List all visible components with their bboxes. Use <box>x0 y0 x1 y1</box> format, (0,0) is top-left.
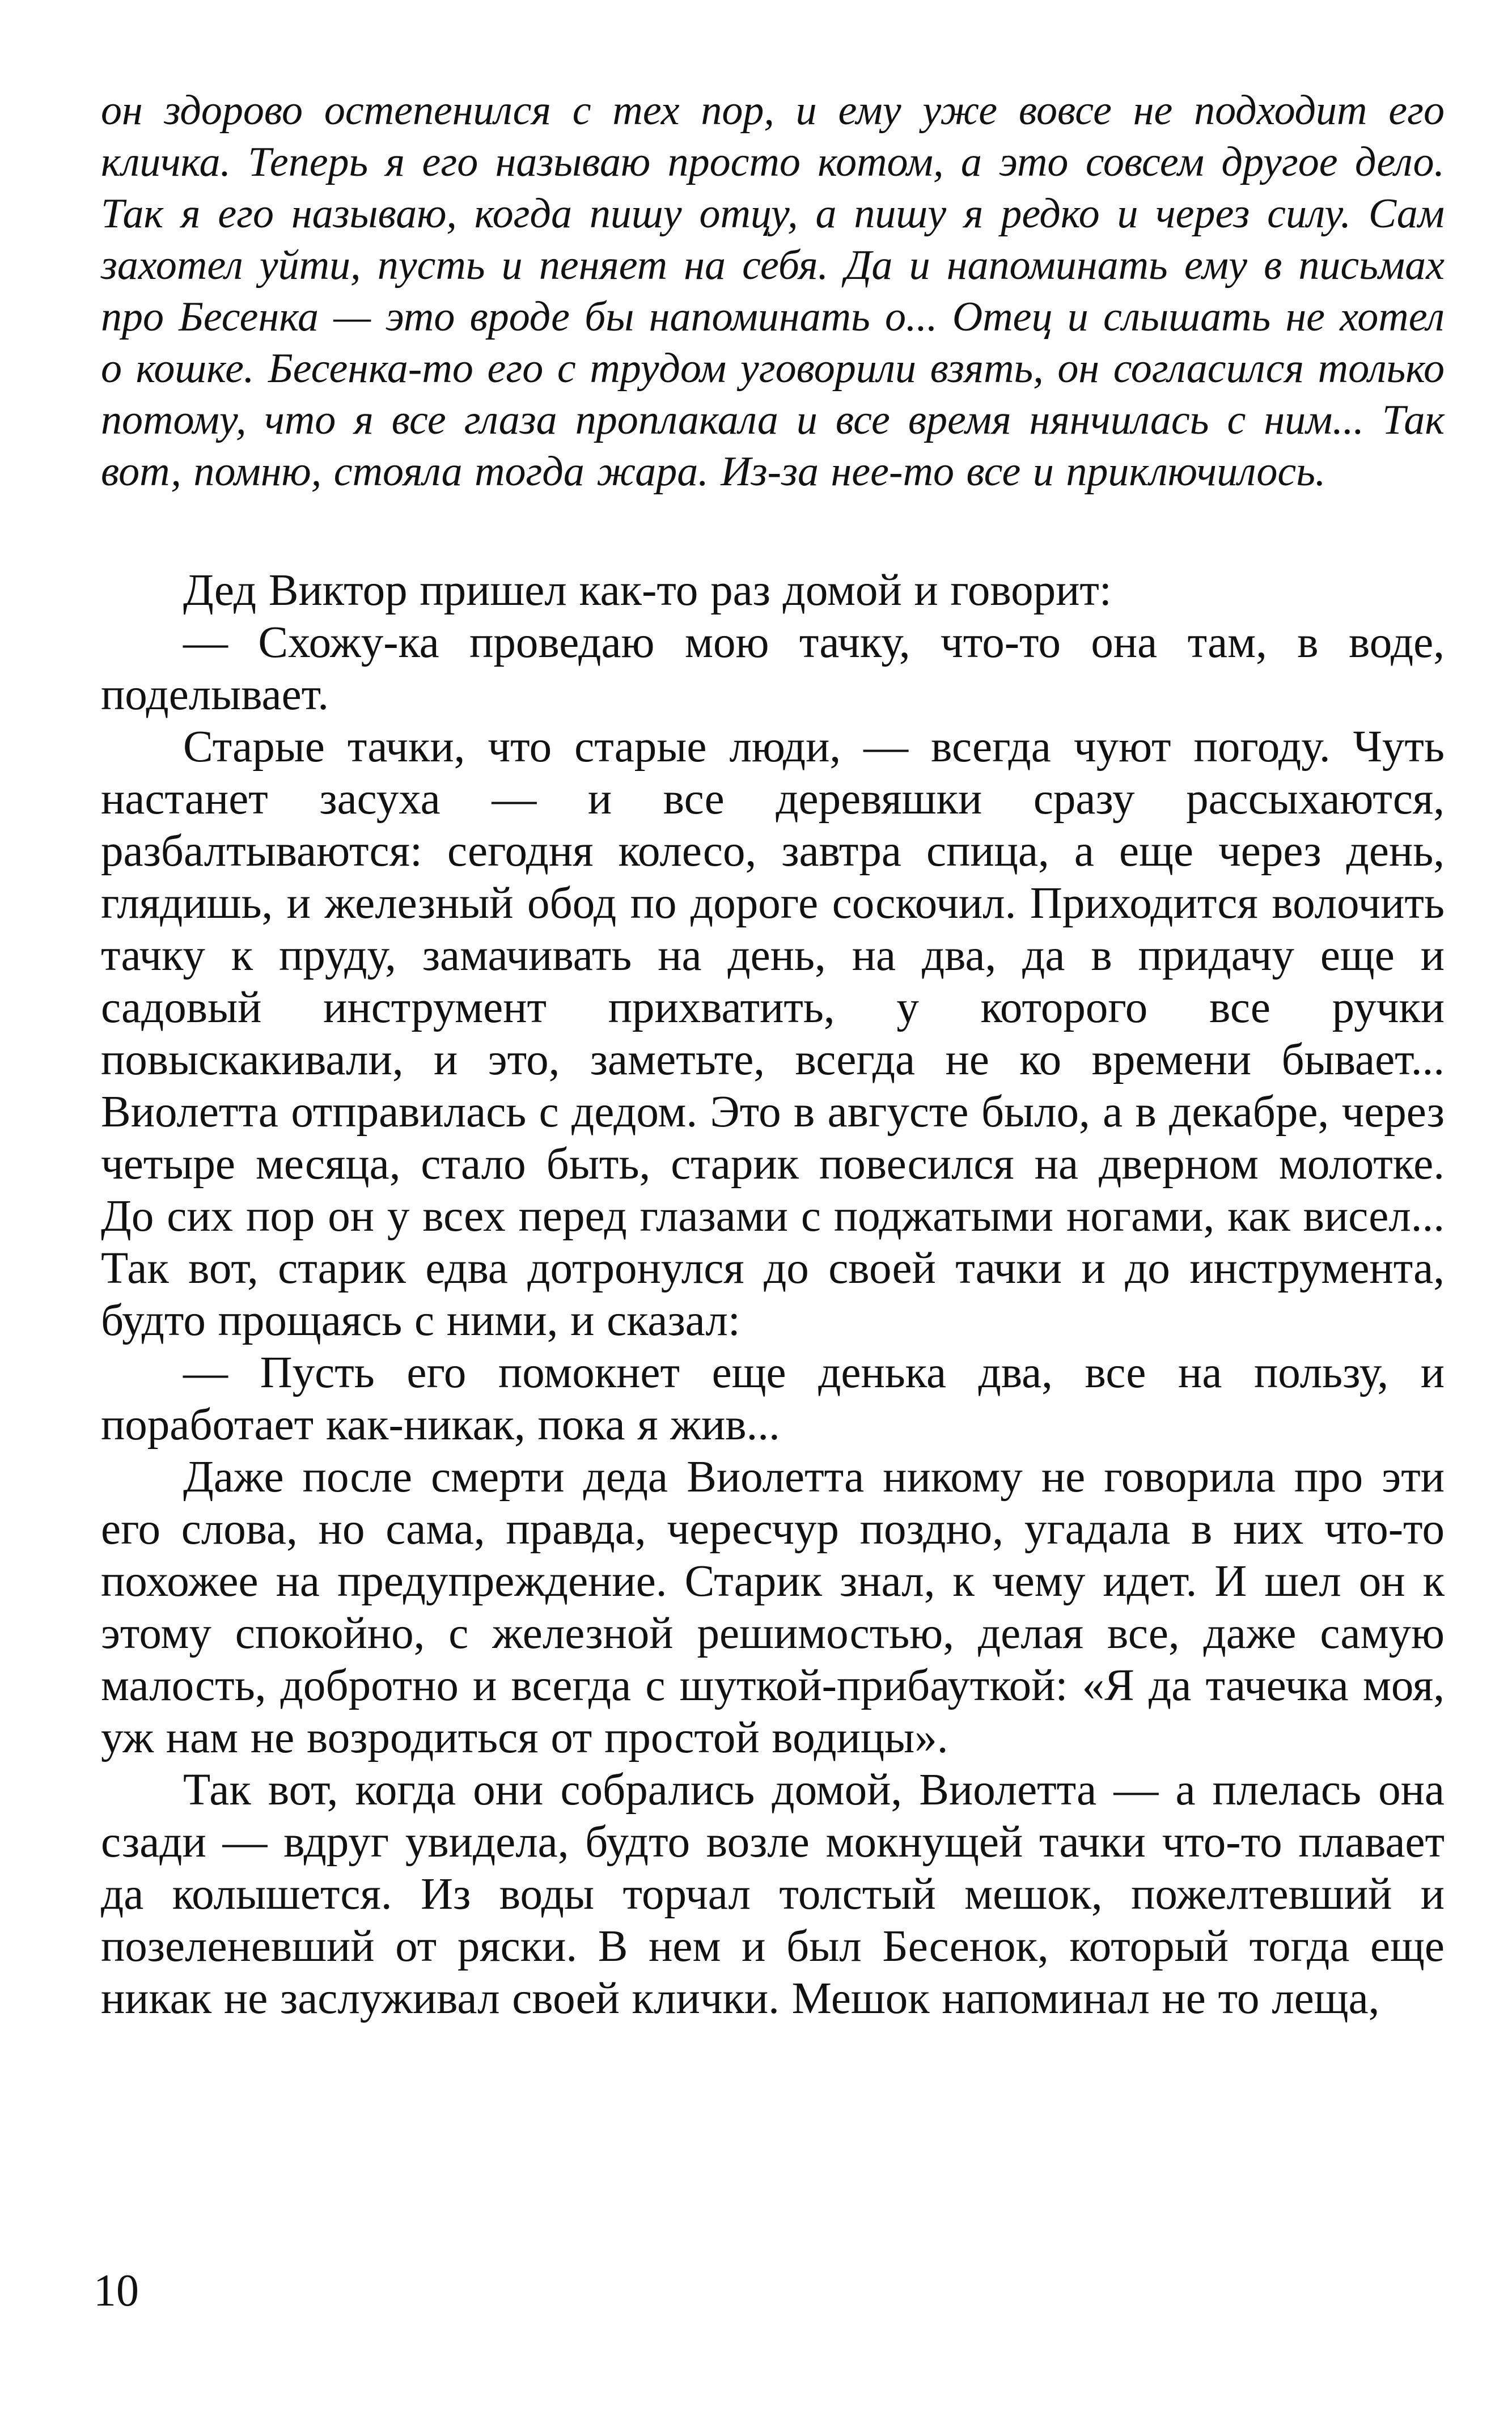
italic-quote-block <box>101 85 1445 498</box>
paragraph-5: Даже после смерти деда Виолетта никому не говорила про эти его слова, но сама, правда, чересчур поздно, угадала в них что-то похожее на предупреждение. Старик знал, к чему идет. И шел он к этому спокойно, с железной решимостью, делая все, даже самую малость, добротно и всегда с шуткой-прибауткой: «Я да тачечка моя, уж нам не возродиться от простой водицы». <box>101 1452 1445 1762</box>
paragraph-3: Старые тачки, что старые люди, — всегда чуют погоду. Чуть настанет засуха — и все деревяшки сразу рассыхаются, разбалтываются: сегодня колесо, завтра спица, а еще через день, глядишь, и железный обод по дороге соскочил. Приходится волочить тачку к пруду, замачивать на день, на два, да в придачу еще и садовый инструмент прихватить, у которого все ручки повыскакивали, и это, заметьте, всегда не ко времени бывает... Виолетта отправилась с дедом. Это в августе было, а в декабре, через четыре месяца, стало быть, старик повесился на дверном молотке. До сих пор он у всех перед глазами с поджатыми ногами, как висел... Так вот, старик едва дотронулся до своей тачки и до инструмента, будто прощаясь с ними, и сказал: <box>101 722 1445 1345</box>
paragraph-6: Так вот, когда они собрались домой, Виолетта — а плелась она сзади — вдруг увидела, будто возле мокнущей тачки что-то плавает да колышется. Из воды торчал толстый мешок, пожелтевший и позеленевший от ряски. В нем и был Бесенок, который тогда еще никак не заслуживал своей клички. Мешок напоминал не то леща, <box>101 1765 1445 2023</box>
paragraph-1: Дед Виктор пришел как-то раз домой и говорит: <box>183 566 1112 615</box>
italic-paragraph: он здорово остепенился с тех пор, и ему уже вовсе не подходит его кличка. Теперь я его называю просто котом, а это совсем другое дело. Так я его называю, когда пишу отцу, а пишу я редко и через силу. Сам захотел уйти, пусть и пеняет на себя. Да и напоминать ему в письмах про Бесенка — это вроде бы напоминать о... Отец и слышать не хотел о кошке. Бесенка-то его с трудом уговорили взять, он согласился только потому, что я все глаза проплакала и все время нянчилась с ним... Так вот, помню, стояла тогда жара. Из-за нее-то все и приключилось. <box>101 87 1445 495</box>
main-text-block <box>101 565 1445 2025</box>
paragraph-2: — Схожу-ка проведаю мою тачку, что-то она там, в воде, поделывает. <box>101 618 1445 719</box>
paragraph-4: — Пусть его помокнет еще денька два, все на пользу, и поработает как-никак, пока я жив... <box>101 1348 1445 1450</box>
page-number: 10 <box>94 2266 139 2316</box>
book-page <box>101 85 1445 2025</box>
